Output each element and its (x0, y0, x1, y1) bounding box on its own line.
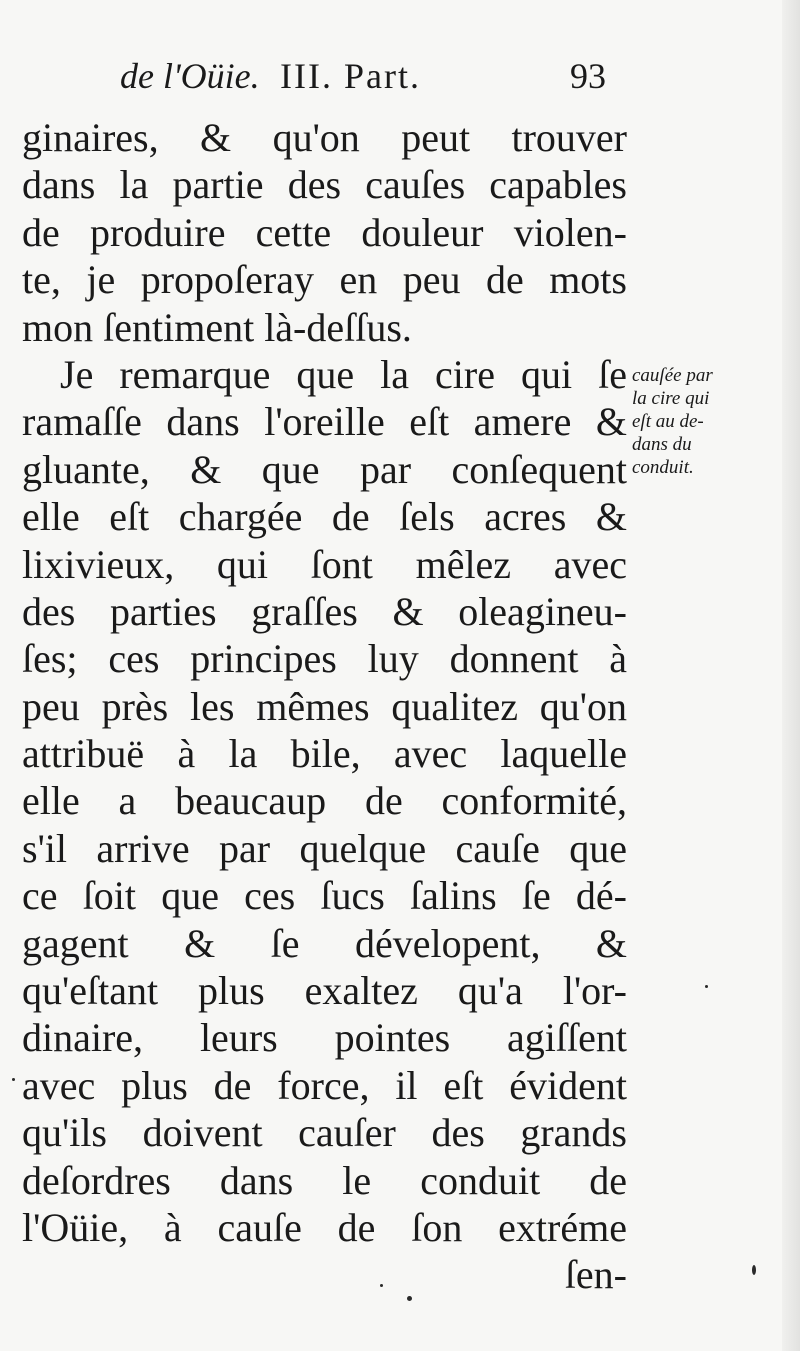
text-line: des parties graſſes & oleagineu- (22, 588, 627, 634)
text-line: avec plus de force, il eſt évident (22, 1062, 627, 1108)
text-line: deſordres dans le conduit de (22, 1157, 627, 1203)
text-line: Je remarque que la cire qui ſe (60, 351, 627, 397)
text-line: ginaires, & qu'on peut trouver (22, 115, 627, 160)
text-line: qu'eſtant plus exaltez qu'a l'or- (22, 968, 627, 1014)
margin-note-line: conduit. (632, 457, 694, 478)
catchword: ſen- (564, 1252, 627, 1298)
text-line: qu'ils doivent cauſer des grands (22, 1110, 627, 1156)
text-line: ce ſoit que ces ſucs ſalins ſe dé- (22, 873, 627, 919)
text-line: dans la partie des cauſes capables (22, 162, 627, 208)
margin-note (632, 364, 762, 479)
margin-note-line: la cire qui (632, 388, 710, 409)
text-line: ramaſſe dans l'oreille eſt amere & (22, 399, 627, 445)
margin-note-line: eſt au de- (632, 411, 704, 432)
running-title: de l'Oüie. (120, 56, 260, 96)
text-line: lixivieux, qui ſont mêlez avec (22, 541, 627, 587)
text-line: peu près les mêmes qualitez qu'on (22, 683, 627, 729)
ink-speck (407, 1296, 412, 1301)
ink-speck (380, 1284, 383, 1287)
text-line: elle a beaucaup de conformité, (22, 778, 627, 824)
text-line: gluante, & que par conſequent (22, 446, 627, 492)
body-text (22, 114, 627, 1299)
page-header (120, 48, 620, 104)
margin-note-line: cauſée par (632, 365, 713, 386)
text-line: mon ſentiment là-deſſus. (22, 304, 412, 350)
page-number: 93 (570, 56, 606, 96)
text-line: de produire cette douleur violen- (22, 209, 627, 255)
text-line: l'Oüie, à cauſe de ſon extréme (22, 1204, 627, 1250)
part-label: III. Part. (280, 56, 421, 96)
text-line: ſes; ces principes luy donnent à (22, 636, 627, 682)
text-line: s'il arrive par quelque cauſe que (22, 825, 627, 871)
page-edge-shadow (782, 0, 800, 1351)
ink-speck (752, 1265, 756, 1275)
text-line: attribuë à la bile, avec laquelle (22, 731, 627, 777)
text-line: te, je propoſeray en peu de mots (22, 257, 627, 303)
text-line: gagent & ſe dévelopent, & (22, 920, 627, 966)
ink-speck (705, 985, 708, 988)
text-line: elle eſt chargée de ſels acres & (22, 494, 627, 540)
ink-speck (12, 1078, 15, 1081)
margin-note-line: dans du (632, 434, 692, 455)
text-line: dinaire, leurs pointes agiſſent (22, 1015, 627, 1061)
